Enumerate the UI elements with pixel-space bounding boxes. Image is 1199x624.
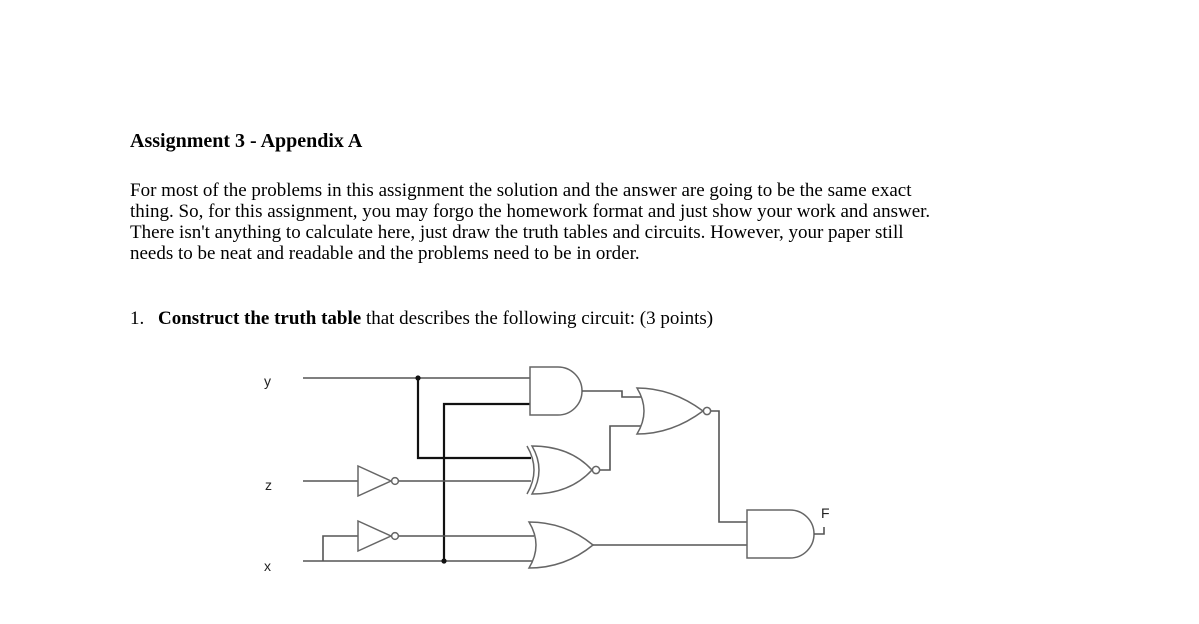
wire-x-branch (444, 404, 530, 561)
intro-line-3: There isn't anything to calculate here, just draw the truth tables and circuits. However, your paper still (130, 222, 904, 243)
wire-nor-out (711, 411, 747, 522)
or-gate (529, 522, 593, 568)
nor-gate-bubble (703, 407, 710, 414)
xnor-gate-back-curve (527, 446, 534, 494)
wire-and1-out (582, 391, 641, 397)
junction-x (441, 558, 446, 563)
xnor-gate-bubble (592, 466, 599, 473)
intro-line-4: needs to be neat and readable and the problems need to be in order. (130, 243, 640, 264)
wire-x-to-not (323, 536, 358, 561)
not-gate-2 (358, 521, 391, 551)
intro-paragraph (130, 180, 1130, 264)
not-gate-2-bubble (392, 533, 399, 540)
input-label-y: y (264, 373, 271, 389)
question-number: 1. (130, 308, 145, 329)
input-label-x: x (264, 558, 271, 574)
xnor-gate (532, 446, 592, 494)
question-1 (130, 307, 713, 331)
wire-output-f (814, 527, 824, 534)
assignment-title: Assignment 3 - Appendix A (130, 130, 363, 152)
input-label-z: z (265, 477, 272, 493)
question-bold-text: Construct the truth table (158, 308, 362, 329)
junction-y (415, 375, 420, 380)
intro-line-2: thing. So, for this assignment, you may forgo the homework format and just show your work and answer. (130, 201, 931, 222)
not-gate-1-bubble (392, 478, 399, 485)
wire-y-branch (418, 378, 531, 458)
nor-gate (637, 388, 703, 434)
question-rest-text: that describes the following circuit: (3 points) (361, 308, 714, 329)
output-label-f: F (821, 505, 830, 521)
wire-xnor-out (600, 426, 643, 470)
and-gate-final (747, 510, 814, 558)
not-gate-1 (358, 466, 391, 496)
and-gate-1 (530, 367, 582, 415)
intro-line-1: For most of the problems in this assignment the solution and the answer are going to be the same exact (130, 180, 912, 201)
